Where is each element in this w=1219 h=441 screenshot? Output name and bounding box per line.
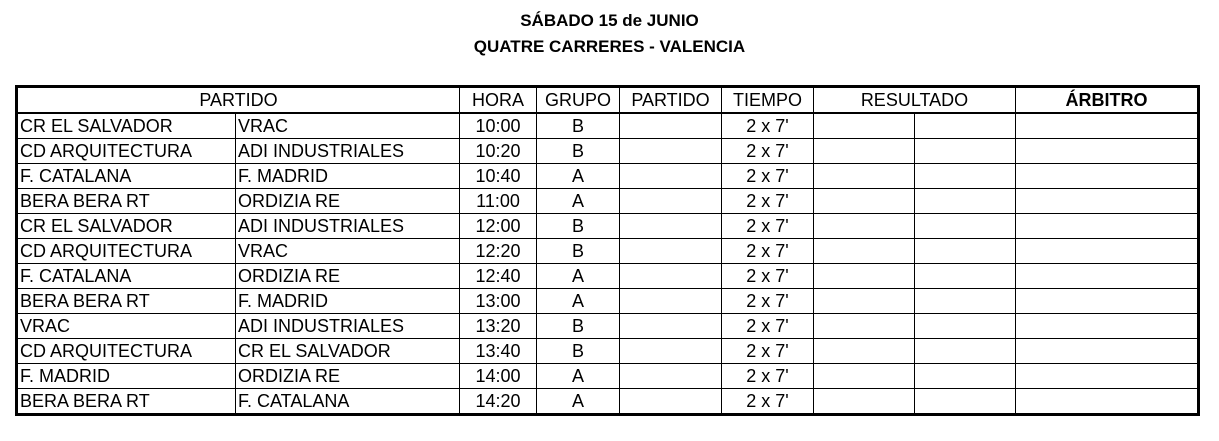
table-row xyxy=(17,164,1199,189)
col-header-resultado: RESULTADO xyxy=(814,87,1016,114)
schedule-table xyxy=(15,85,1200,416)
table-row xyxy=(17,389,1199,415)
table-row xyxy=(17,113,1199,139)
cell-team1: F. CATALANA xyxy=(17,264,236,289)
cell-resultado-home xyxy=(814,364,915,389)
cell-arbitro xyxy=(1016,339,1199,364)
cell-tiempo: 2 x 7' xyxy=(722,364,814,389)
cell-resultado-away xyxy=(915,364,1016,389)
cell-partido-number xyxy=(620,314,722,339)
cell-resultado-away xyxy=(915,113,1016,139)
cell-team2: ADI INDUSTRIALES xyxy=(236,139,460,164)
cell-arbitro xyxy=(1016,264,1199,289)
cell-hora: 13:00 xyxy=(460,289,537,314)
cell-resultado-away xyxy=(915,239,1016,264)
cell-team1: BERA BERA RT xyxy=(17,289,236,314)
cell-hora: 12:20 xyxy=(460,239,537,264)
cell-hora: 10:20 xyxy=(460,139,537,164)
cell-tiempo: 2 x 7' xyxy=(722,189,814,214)
cell-resultado-home xyxy=(814,389,915,415)
table-row xyxy=(17,314,1199,339)
cell-tiempo: 2 x 7' xyxy=(722,389,814,415)
cell-hora: 11:00 xyxy=(460,189,537,214)
table-row xyxy=(17,339,1199,364)
cell-team1: CR EL SALVADOR xyxy=(17,113,236,139)
cell-tiempo: 2 x 7' xyxy=(722,289,814,314)
cell-team1: CR EL SALVADOR xyxy=(17,214,236,239)
cell-tiempo: 2 x 7' xyxy=(722,264,814,289)
cell-team2: F. CATALANA xyxy=(236,389,460,415)
cell-grupo: B xyxy=(537,239,620,264)
cell-resultado-away xyxy=(915,339,1016,364)
cell-team2: ADI INDUSTRIALES xyxy=(236,214,460,239)
cell-tiempo: 2 x 7' xyxy=(722,139,814,164)
cell-arbitro xyxy=(1016,239,1199,264)
table-row xyxy=(17,289,1199,314)
cell-hora: 14:20 xyxy=(460,389,537,415)
schedule-body xyxy=(17,113,1199,415)
cell-partido-number xyxy=(620,239,722,264)
cell-team2: F. MADRID xyxy=(236,289,460,314)
cell-partido-number xyxy=(620,214,722,239)
cell-resultado-home xyxy=(814,214,915,239)
cell-partido-number xyxy=(620,139,722,164)
cell-resultado-away xyxy=(915,389,1016,415)
cell-team2: ORDIZIA RE xyxy=(236,189,460,214)
table-row xyxy=(17,364,1199,389)
cell-grupo: A xyxy=(537,364,620,389)
cell-resultado-away xyxy=(915,289,1016,314)
cell-arbitro xyxy=(1016,139,1199,164)
cell-resultado-away xyxy=(915,164,1016,189)
cell-team2: ORDIZIA RE xyxy=(236,364,460,389)
cell-team1: CD ARQUITECTURA xyxy=(17,139,236,164)
page-title: SÁBADO 15 de JUNIO xyxy=(520,11,699,30)
cell-grupo: B xyxy=(537,214,620,239)
cell-resultado-home xyxy=(814,264,915,289)
cell-resultado-away xyxy=(915,264,1016,289)
cell-hora: 12:00 xyxy=(460,214,537,239)
cell-grupo: B xyxy=(537,314,620,339)
table-row xyxy=(17,214,1199,239)
cell-resultado-home xyxy=(814,314,915,339)
cell-arbitro xyxy=(1016,314,1199,339)
table-row xyxy=(17,239,1199,264)
cell-resultado-home xyxy=(814,189,915,214)
cell-tiempo: 2 x 7' xyxy=(722,113,814,139)
cell-team1: BERA BERA RT xyxy=(17,389,236,415)
cell-grupo: B xyxy=(537,113,620,139)
cell-hora: 12:40 xyxy=(460,264,537,289)
col-header-partido-number: PARTIDO xyxy=(620,87,722,114)
cell-resultado-home xyxy=(814,289,915,314)
cell-hora: 10:00 xyxy=(460,113,537,139)
cell-team1: VRAC xyxy=(17,314,236,339)
col-header-arbitro: ÁRBITRO xyxy=(1016,87,1199,114)
cell-team2: F. MADRID xyxy=(236,164,460,189)
cell-resultado-home xyxy=(814,113,915,139)
cell-resultado-away xyxy=(915,139,1016,164)
cell-resultado-away xyxy=(915,214,1016,239)
col-header-tiempo: TIEMPO xyxy=(722,87,814,114)
cell-grupo: A xyxy=(537,164,620,189)
cell-partido-number xyxy=(620,113,722,139)
col-header-hora: HORA xyxy=(460,87,537,114)
cell-team2: ORDIZIA RE xyxy=(236,264,460,289)
page-subtitle: QUATRE CARRERES - VALENCIA xyxy=(473,37,746,56)
cell-arbitro xyxy=(1016,389,1199,415)
cell-team2: ADI INDUSTRIALES xyxy=(236,314,460,339)
cell-partido-number xyxy=(620,289,722,314)
cell-team1: F. CATALANA xyxy=(17,164,236,189)
cell-tiempo: 2 x 7' xyxy=(722,239,814,264)
cell-grupo: A xyxy=(537,264,620,289)
cell-partido-number xyxy=(620,264,722,289)
cell-team1: BERA BERA RT xyxy=(17,189,236,214)
cell-resultado-home xyxy=(814,139,915,164)
cell-arbitro xyxy=(1016,214,1199,239)
cell-team1: CD ARQUITECTURA xyxy=(17,239,236,264)
col-header-grupo: GRUPO xyxy=(537,87,620,114)
cell-hora: 14:00 xyxy=(460,364,537,389)
cell-team2: VRAC xyxy=(236,239,460,264)
table-row xyxy=(17,189,1199,214)
cell-grupo: A xyxy=(537,189,620,214)
cell-team2: CR EL SALVADOR xyxy=(236,339,460,364)
cell-arbitro xyxy=(1016,364,1199,389)
cell-arbitro xyxy=(1016,113,1199,139)
cell-hora: 13:40 xyxy=(460,339,537,364)
cell-partido-number xyxy=(620,364,722,389)
cell-grupo: B xyxy=(537,339,620,364)
cell-resultado-away xyxy=(915,189,1016,214)
cell-tiempo: 2 x 7' xyxy=(722,214,814,239)
cell-tiempo: 2 x 7' xyxy=(722,314,814,339)
cell-arbitro xyxy=(1016,164,1199,189)
cell-resultado-home xyxy=(814,239,915,264)
header-row xyxy=(17,87,1199,114)
cell-partido-number xyxy=(620,164,722,189)
cell-tiempo: 2 x 7' xyxy=(722,164,814,189)
cell-team1: CD ARQUITECTURA xyxy=(17,339,236,364)
col-header-partido: PARTIDO xyxy=(17,87,460,114)
cell-team1: F. MADRID xyxy=(17,364,236,389)
cell-hora: 10:40 xyxy=(460,164,537,189)
cell-grupo: B xyxy=(537,139,620,164)
cell-partido-number xyxy=(620,389,722,415)
cell-resultado-away xyxy=(915,314,1016,339)
cell-grupo: A xyxy=(537,389,620,415)
cell-hora: 13:20 xyxy=(460,314,537,339)
cell-resultado-home xyxy=(814,339,915,364)
table-row xyxy=(17,264,1199,289)
table-row xyxy=(17,139,1199,164)
cell-partido-number xyxy=(620,189,722,214)
cell-grupo: A xyxy=(537,289,620,314)
cell-resultado-home xyxy=(814,164,915,189)
cell-partido-number xyxy=(620,339,722,364)
cell-tiempo: 2 x 7' xyxy=(722,339,814,364)
cell-team2: VRAC xyxy=(236,113,460,139)
cell-arbitro xyxy=(1016,289,1199,314)
cell-arbitro xyxy=(1016,189,1199,214)
